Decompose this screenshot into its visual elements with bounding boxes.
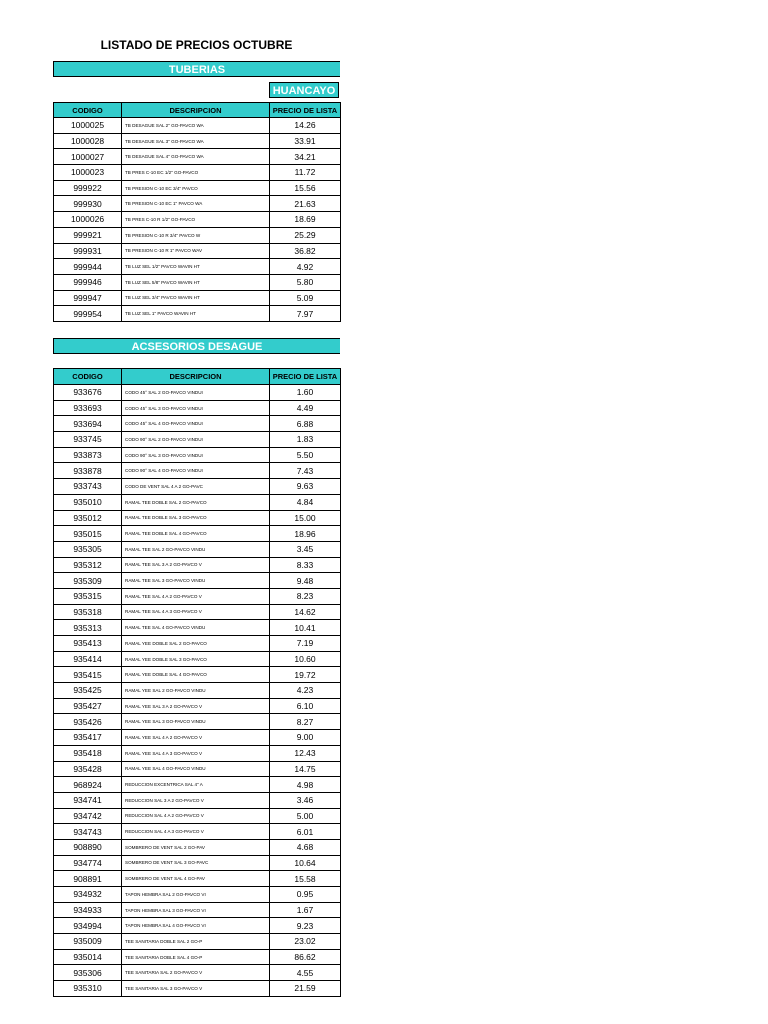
- table-row: [54, 243, 341, 259]
- table-row: [54, 902, 341, 918]
- item-price: 6.01: [270, 824, 341, 840]
- item-code: 935309: [54, 573, 122, 589]
- item-price: 14.62: [270, 604, 341, 620]
- table-row: [54, 180, 341, 196]
- item-code: 933693: [54, 400, 122, 416]
- item-description: CODO 45° SAL 3 GO-PAVCO VINDUI: [122, 400, 270, 416]
- item-code: 908891: [54, 871, 122, 887]
- item-price: 4.84: [270, 494, 341, 510]
- item-code: 934932: [54, 887, 122, 903]
- item-price: 86.62: [270, 949, 341, 965]
- item-description: REDUCCION EXCENTRICA SAL 4" A: [122, 777, 270, 793]
- item-description: RAMAL TEE SAL 3 GO-PAVCO VINDU: [122, 573, 270, 589]
- table-row: [54, 118, 341, 134]
- page-title: LISTADO DE PRECIOS OCTUBRE: [100, 38, 293, 52]
- table-row: [54, 306, 341, 322]
- table-row: [54, 824, 341, 840]
- item-code: 935318: [54, 604, 122, 620]
- table-row: [54, 745, 341, 761]
- item-description: TB PRESION C-10 EC 3/4" PAVCO: [122, 180, 270, 196]
- item-code: 968924: [54, 777, 122, 793]
- table-row: [54, 526, 341, 542]
- item-description: RAMAL YEE SAL 3 A 2 GO-PAVCO V: [122, 698, 270, 714]
- item-code: 935425: [54, 683, 122, 699]
- item-price: 14.26: [270, 118, 341, 134]
- item-price: 15.56: [270, 180, 341, 196]
- item-code: 933878: [54, 463, 122, 479]
- header-code: CODIGO: [54, 369, 122, 385]
- item-code: 1000027: [54, 149, 122, 165]
- item-code: 935312: [54, 557, 122, 573]
- item-code: 935305: [54, 541, 122, 557]
- table-row: [54, 871, 341, 887]
- item-code: 999954: [54, 306, 122, 322]
- item-price: 4.68: [270, 839, 341, 855]
- item-code: 999947: [54, 290, 122, 306]
- item-description: TB PRESION C-10 R 3/4" PAVCO W: [122, 227, 270, 243]
- item-price: 18.96: [270, 526, 341, 542]
- item-description: REDUCCION SAL 3 A 2 GO-PAVCO V: [122, 792, 270, 808]
- item-price: 7.97: [270, 306, 341, 322]
- item-code: 999931: [54, 243, 122, 259]
- item-description: TAPON HEMBRA SAL 4 GO-PAVCO VI: [122, 918, 270, 934]
- table-row: [54, 149, 341, 165]
- table-row: [54, 259, 341, 275]
- item-description: TB LUZ SEL 1" PAVCO WAVIN HT: [122, 306, 270, 322]
- item-description: RAMAL TEE SAL 3 A 2 GO-PAVCO V: [122, 557, 270, 573]
- item-description: TAPON HEMBRA SAL 2 GO-PAVCO VI: [122, 887, 270, 903]
- item-code: 999930: [54, 196, 122, 212]
- item-price: 11.72: [270, 165, 341, 181]
- item-code: 935306: [54, 965, 122, 981]
- table-row: [54, 510, 341, 526]
- table-row: [54, 227, 341, 243]
- item-price: 3.45: [270, 541, 341, 557]
- item-code: 908890: [54, 839, 122, 855]
- item-price: 8.27: [270, 714, 341, 730]
- item-price: 1.83: [270, 432, 341, 448]
- item-description: RAMAL YEE DOBLE SAL 4 GO-PAVCO: [122, 667, 270, 683]
- table-row: [54, 432, 341, 448]
- table-row: [54, 981, 341, 997]
- item-code: 935313: [54, 620, 122, 636]
- table-row: [54, 133, 341, 149]
- table-row: [54, 588, 341, 604]
- item-price: 12.43: [270, 745, 341, 761]
- item-description: CODO 90° SAL 4 GO-PAVCO VINDUI: [122, 463, 270, 479]
- item-code: 933743: [54, 479, 122, 495]
- item-code: 935413: [54, 636, 122, 652]
- item-price: 9.00: [270, 730, 341, 746]
- section-band-accesorios: ACSESORIOS DESAGUE: [53, 338, 340, 354]
- item-price: 9.63: [270, 479, 341, 495]
- item-code: 934742: [54, 808, 122, 824]
- item-price: 0.95: [270, 887, 341, 903]
- item-description: RAMAL TEE SAL 2 GO-PAVCO VINDU: [122, 541, 270, 557]
- item-code: 933676: [54, 385, 122, 401]
- item-description: TB PRES C-10 R 1/2" GO-PAVCO: [122, 212, 270, 228]
- table-row: [54, 777, 341, 793]
- table-row: [54, 400, 341, 416]
- table-row: [54, 541, 341, 557]
- item-price: 36.82: [270, 243, 341, 259]
- table-row: [54, 651, 341, 667]
- item-code: 935014: [54, 949, 122, 965]
- table-row: [54, 855, 341, 871]
- item-price: 6.10: [270, 698, 341, 714]
- item-description: CODO 45° SAL 4 GO-PAVCO VINDUI: [122, 416, 270, 432]
- header-price: PRECIO DE LISTA: [270, 369, 341, 385]
- item-price: 4.49: [270, 400, 341, 416]
- item-price: 5.00: [270, 808, 341, 824]
- item-description: TEE SANITARIA DOBLE SAL 4 GO-P: [122, 949, 270, 965]
- item-code: 933745: [54, 432, 122, 448]
- table-row: [54, 463, 341, 479]
- item-code: 935426: [54, 714, 122, 730]
- table-row: [54, 447, 341, 463]
- item-price: 15.00: [270, 510, 341, 526]
- item-description: TB PRESION C-10 R 1" PAVCO WAV: [122, 243, 270, 259]
- item-description: RAMAL YEE SAL 4 A 2 GO-PAVCO V: [122, 730, 270, 746]
- table-row: [54, 730, 341, 746]
- item-description: CODO 90° SAL 2 GO-PAVCO VINDUI: [122, 432, 270, 448]
- header-description: DESCRIPCION: [122, 369, 270, 385]
- item-price: 10.41: [270, 620, 341, 636]
- table-row: [54, 165, 341, 181]
- item-price: 34.21: [270, 149, 341, 165]
- item-price: 7.43: [270, 463, 341, 479]
- item-code: 935009: [54, 934, 122, 950]
- table-row: [54, 949, 341, 965]
- item-description: RAMAL YEE SAL 4 A 3 GO-PAVCO V: [122, 745, 270, 761]
- table-row: [54, 683, 341, 699]
- item-description: RAMAL TEE SAL 4 GO-PAVCO VINDU: [122, 620, 270, 636]
- item-description: RAMAL YEE SAL 4 GO-PAVCO VINDU: [122, 761, 270, 777]
- header-code: CODIGO: [54, 103, 122, 118]
- item-description: TB LUZ SEL 5/8" PAVCO WAVIN HT: [122, 274, 270, 290]
- section-band-tuberias: TUBERIAS: [53, 61, 340, 77]
- item-description: CODO 45° SAL 2 GO-PAVCO VINDUI: [122, 385, 270, 401]
- item-code: 999946: [54, 274, 122, 290]
- item-description: TB PRESION C-10 EC 1" PAVCO WA: [122, 196, 270, 212]
- item-price: 5.09: [270, 290, 341, 306]
- item-code: 934741: [54, 792, 122, 808]
- item-description: SOMBRERO DE VENT SAL 3 GO-PAVC: [122, 855, 270, 871]
- item-code: 1000025: [54, 118, 122, 134]
- item-code: 934994: [54, 918, 122, 934]
- item-description: RAMAL TEE SAL 4 A 2 GO-PAVCO V: [122, 588, 270, 604]
- item-price: 10.60: [270, 651, 341, 667]
- item-price: 8.23: [270, 588, 341, 604]
- table-row: [54, 494, 341, 510]
- item-price: 1.67: [270, 902, 341, 918]
- table-row: [54, 479, 341, 495]
- table-row: [54, 887, 341, 903]
- table-row: [54, 604, 341, 620]
- item-price: 21.59: [270, 981, 341, 997]
- table-row: [54, 557, 341, 573]
- item-description: RAMAL TEE DOBLE SAL 3 GO-PAVCO: [122, 510, 270, 526]
- item-code: 933694: [54, 416, 122, 432]
- table-row: [54, 620, 341, 636]
- table-row: [54, 934, 341, 950]
- item-description: RAMAL TEE SAL 4 A 3 GO-PAVCO V: [122, 604, 270, 620]
- table-row: [54, 212, 341, 228]
- item-price: 6.88: [270, 416, 341, 432]
- item-code: 935427: [54, 698, 122, 714]
- item-code: 935012: [54, 510, 122, 526]
- item-code: 935315: [54, 588, 122, 604]
- header-description: DESCRIPCION: [122, 103, 270, 118]
- item-code: 935414: [54, 651, 122, 667]
- item-description: RAMAL YEE SAL 2 GO-PAVCO VINDU: [122, 683, 270, 699]
- item-description: RAMAL TEE DOBLE SAL 2 GO-PAVCO: [122, 494, 270, 510]
- table-row: [54, 918, 341, 934]
- item-price: 8.33: [270, 557, 341, 573]
- item-code: 999921: [54, 227, 122, 243]
- item-price: 33.91: [270, 133, 341, 149]
- item-description: RAMAL YEE DOBLE SAL 2 GO-PAVCO: [122, 636, 270, 652]
- table-row: [54, 274, 341, 290]
- item-code: 935015: [54, 526, 122, 542]
- item-description: REDUCCION SAL 4 A 3 GO-PAVCO V: [122, 824, 270, 840]
- item-price: 9.48: [270, 573, 341, 589]
- table-row: [54, 792, 341, 808]
- item-code: 934933: [54, 902, 122, 918]
- item-code: 935417: [54, 730, 122, 746]
- item-code: 935428: [54, 761, 122, 777]
- item-description: TB DESAGUE SAL 3" GO-PAVCO WA: [122, 133, 270, 149]
- item-description: TAPON HEMBRA SAL 3 GO-PAVCO VI: [122, 902, 270, 918]
- table-row: [54, 290, 341, 306]
- item-description: TB DESAGUE SAL 4" GO-PAVCO WA: [122, 149, 270, 165]
- item-description: SOMBRERO DE VENT SAL 2 GO-PAV: [122, 839, 270, 855]
- item-code: 1000026: [54, 212, 122, 228]
- item-price: 5.50: [270, 447, 341, 463]
- item-price: 9.23: [270, 918, 341, 934]
- table-row: [54, 714, 341, 730]
- item-description: CODO 90° SAL 3 GO-PAVCO VINDUI: [122, 447, 270, 463]
- item-price: 25.29: [270, 227, 341, 243]
- table-row: [54, 761, 341, 777]
- item-price: 19.72: [270, 667, 341, 683]
- item-code: 933873: [54, 447, 122, 463]
- item-description: TEE SANITARIA SAL 2 GO-PAVCO V: [122, 965, 270, 981]
- item-price: 18.69: [270, 212, 341, 228]
- item-price: 23.02: [270, 934, 341, 950]
- table-row: [54, 416, 341, 432]
- table-row: [54, 698, 341, 714]
- item-code: 935415: [54, 667, 122, 683]
- item-price: 4.55: [270, 965, 341, 981]
- item-price: 5.80: [270, 274, 341, 290]
- item-price: 7.19: [270, 636, 341, 652]
- item-price: 10.64: [270, 855, 341, 871]
- table-row: [54, 573, 341, 589]
- table-row: [54, 839, 341, 855]
- item-price: 4.92: [270, 259, 341, 275]
- item-code: 934743: [54, 824, 122, 840]
- item-price: 4.98: [270, 777, 341, 793]
- item-description: TB DESAGUE SAL 2" GO-PAVCO WA: [122, 118, 270, 134]
- table-row: [54, 385, 341, 401]
- header-price: PRECIO DE LISTA: [270, 103, 341, 118]
- item-price: 21.63: [270, 196, 341, 212]
- item-description: TEE SANITARIA SAL 3 GO-PAVCO V: [122, 981, 270, 997]
- item-price: 14.75: [270, 761, 341, 777]
- item-price: 4.23: [270, 683, 341, 699]
- item-description: CODO DE VENT SAL 4 A 2 GO-PAVC: [122, 479, 270, 495]
- table-row: [54, 636, 341, 652]
- price-table-tuberias: [53, 102, 341, 322]
- table-row: [54, 667, 341, 683]
- city-label: HUANCAYO: [269, 82, 339, 98]
- item-description: TB LUZ SEL 1/2" PAVCO WAVIN HT: [122, 259, 270, 275]
- item-description: RAMAL YEE SAL 3 GO-PAVCO VINDU: [122, 714, 270, 730]
- item-code: 1000028: [54, 133, 122, 149]
- item-code: 935010: [54, 494, 122, 510]
- item-code: 999922: [54, 180, 122, 196]
- item-description: RAMAL YEE DOBLE SAL 3 GO-PAVCO: [122, 651, 270, 667]
- table-row: [54, 965, 341, 981]
- item-description: SOMBRERO DE VENT SAL 4 GO-PAV: [122, 871, 270, 887]
- price-table-accesorios: [53, 368, 341, 997]
- item-description: RAMAL TEE DOBLE SAL 4 GO-PAVCO: [122, 526, 270, 542]
- item-code: 1000023: [54, 165, 122, 181]
- item-description: TB PRES C-10 EC 1/2" GO-PAVCO: [122, 165, 270, 181]
- item-description: TB LUZ SEL 3/4" PAVCO WAVIN HT: [122, 290, 270, 306]
- item-price: 15.58: [270, 871, 341, 887]
- item-price: 1.60: [270, 385, 341, 401]
- item-code: 999944: [54, 259, 122, 275]
- table-row: [54, 808, 341, 824]
- item-description: TEE SANITARIA DOBLE SAL 2 GO-P: [122, 934, 270, 950]
- item-price: 3.46: [270, 792, 341, 808]
- item-code: 935310: [54, 981, 122, 997]
- item-code: 934774: [54, 855, 122, 871]
- table-row: [54, 196, 341, 212]
- item-description: REDUCCION SAL 4 A 2 GO-PAVCO V: [122, 808, 270, 824]
- item-code: 935418: [54, 745, 122, 761]
